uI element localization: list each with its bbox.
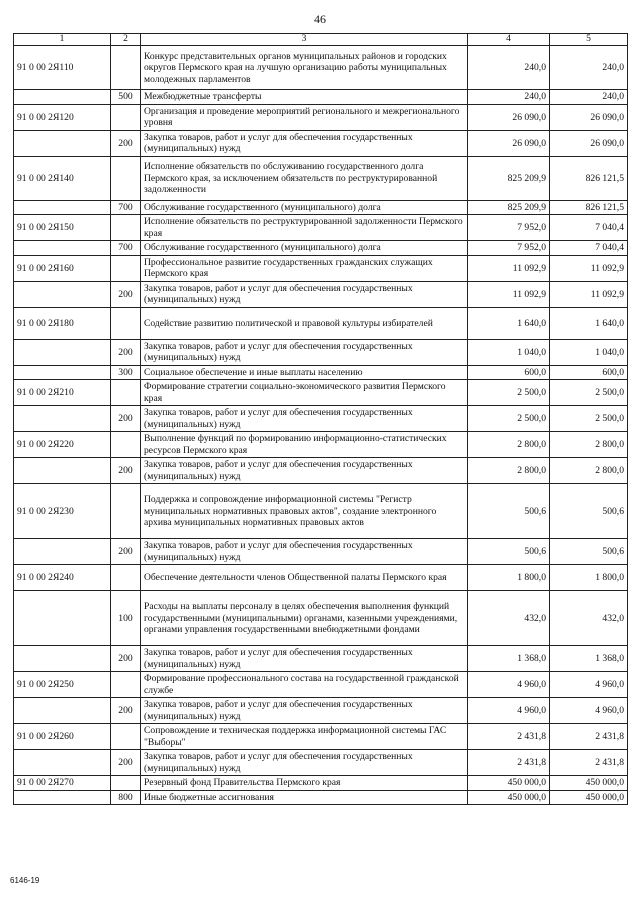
row-description: Закупка товаров, работ и услуг для обеспечения государственных (муниципальных) нужд [141,698,468,724]
table-row [14,365,628,380]
row-description: Межбюджетные трансферты [141,90,468,105]
row-value-year-2: 826 121,5 [550,200,628,215]
row-expense-type [111,672,141,698]
row-value-year-1: 2 431,8 [468,724,550,750]
row-value-year-1: 2 800,0 [468,458,550,484]
row-value-year-2: 2 500,0 [550,406,628,432]
row-value-year-1: 4 960,0 [468,672,550,698]
row-value-year-1: 1 368,0 [468,646,550,672]
row-code: 91 0 00 2Я250 [14,672,111,698]
row-value-year-2: 4 960,0 [550,698,628,724]
column-header-5: 5 [550,34,628,46]
row-code: 91 0 00 2Я180 [14,307,111,339]
row-value-year-2: 1 040,0 [550,339,628,365]
row-value-year-1: 450 000,0 [468,790,550,805]
table-row [14,565,628,591]
row-value-year-2: 600,0 [550,365,628,380]
row-description: Исполнение обязательств по реструктурированной задолженности Пермского края [141,215,468,241]
row-value-year-2: 2 800,0 [550,432,628,458]
row-code [14,90,111,105]
row-value-year-2: 450 000,0 [550,790,628,805]
row-code: 91 0 00 2Я120 [14,104,111,130]
row-value-year-1: 1 640,0 [468,307,550,339]
row-description: Закупка товаров, работ и услуг для обеспечения государственных (муниципальных) нужд [141,339,468,365]
row-description: Формирование профессионального состава на государственной гражданской службе [141,672,468,698]
row-value-year-2: 11 092,9 [550,281,628,307]
table-row [14,406,628,432]
row-value-year-1: 26 090,0 [468,104,550,130]
row-value-year-1: 825 209,9 [468,156,550,200]
table-row [14,646,628,672]
row-expense-type: 700 [111,241,141,256]
row-value-year-1: 2 431,8 [468,750,550,776]
row-value-year-1: 600,0 [468,365,550,380]
row-value-year-2: 1 640,0 [550,307,628,339]
row-code [14,200,111,215]
row-expense-type: 200 [111,458,141,484]
row-expense-type: 200 [111,750,141,776]
table-row [14,130,628,156]
row-value-year-2: 500,6 [550,539,628,565]
table-row [14,750,628,776]
row-value-year-1: 1 040,0 [468,339,550,365]
row-value-year-1: 432,0 [468,591,550,646]
table-row [14,790,628,805]
row-code [14,406,111,432]
row-expense-type [111,484,141,539]
table-row [14,591,628,646]
row-code [14,281,111,307]
row-description: Поддержка и сопровождение информационной системы "Регистр муниципальных нормативных правовых актов", создание электронного архива муниципальных нормативных правовых актов [141,484,468,539]
row-description: Иные бюджетные ассигнования [141,790,468,805]
row-value-year-2: 500,6 [550,484,628,539]
row-value-year-2: 26 090,0 [550,104,628,130]
row-value-year-2: 2 431,8 [550,724,628,750]
header-row [14,34,628,46]
row-code: 91 0 00 2Я240 [14,565,111,591]
row-code [14,698,111,724]
row-description: Закупка товаров, работ и услуг для обеспечения государственных (муниципальных) нужд [141,646,468,672]
table-row [14,200,628,215]
column-header-4: 4 [468,34,550,46]
row-description: Закупка товаров, работ и услуг для обеспечения государственных (муниципальных) нужд [141,406,468,432]
table-row [14,698,628,724]
table-row [14,672,628,698]
row-value-year-2: 4 960,0 [550,672,628,698]
row-value-year-1: 240,0 [468,46,550,90]
table-row [14,776,628,791]
table-row [14,380,628,406]
row-code [14,458,111,484]
table-row [14,339,628,365]
table-row [14,255,628,281]
row-expense-type [111,104,141,130]
row-value-year-1: 2 500,0 [468,380,550,406]
row-expense-type: 100 [111,591,141,646]
row-expense-type [111,380,141,406]
row-value-year-1: 825 209,9 [468,200,550,215]
row-description: Выполнение функций по формированию информационно-статистических ресурсов Пермского края [141,432,468,458]
row-value-year-2: 11 092,9 [550,255,628,281]
row-expense-type: 200 [111,130,141,156]
row-value-year-1: 240,0 [468,90,550,105]
table-row [14,432,628,458]
row-expense-type: 200 [111,698,141,724]
row-value-year-2: 240,0 [550,90,628,105]
row-code: 91 0 00 2Я160 [14,255,111,281]
row-description: Закупка товаров, работ и услуг для обеспечения государственных (муниципальных) нужд [141,458,468,484]
row-description: Расходы на выплаты персоналу в целях обеспечения выполнения функций государственными (муниципальными) органами, казенными учреждениями, органами управления государственными внебюджетными фондами [141,591,468,646]
column-header-2: 2 [111,34,141,46]
row-code: 91 0 00 2Я220 [14,432,111,458]
column-header-3: 3 [141,34,468,46]
row-code [14,130,111,156]
table-row [14,281,628,307]
row-description: Организация и проведение мероприятий регионального и межрегионального уровня [141,104,468,130]
row-description: Резервный фонд Правительства Пермского края [141,776,468,791]
row-value-year-1: 7 952,0 [468,241,550,256]
page-number: 46 [314,12,326,26]
row-value-year-1: 2 500,0 [468,406,550,432]
row-value-year-2: 2 431,8 [550,750,628,776]
row-expense-type [111,255,141,281]
row-value-year-1: 450 000,0 [468,776,550,791]
row-value-year-1: 26 090,0 [468,130,550,156]
table-row [14,539,628,565]
row-code: 91 0 00 2Я260 [14,724,111,750]
document-code: 6146-19 [10,876,40,885]
row-code: 91 0 00 2Я210 [14,380,111,406]
row-expense-type: 200 [111,539,141,565]
row-code [14,241,111,256]
row-code [14,539,111,565]
row-code: 91 0 00 2Я140 [14,156,111,200]
row-expense-type [111,432,141,458]
table-row [14,215,628,241]
row-expense-type: 200 [111,339,141,365]
row-expense-type: 200 [111,406,141,432]
row-description: Сопровождение и техническая поддержка информационной системы ГАС "Выборы" [141,724,468,750]
row-description: Конкурс представительных органов муниципальных районов и городских округов Пермского края на лучшую организацию работы муниципальных молодежных парламентов [141,46,468,90]
row-description: Социальное обеспечение и иные выплаты населению [141,365,468,380]
row-expense-type: 200 [111,646,141,672]
row-code [14,365,111,380]
row-value-year-2: 2 800,0 [550,458,628,484]
table-row [14,724,628,750]
row-description: Исполнение обязательств по обслуживанию государственного долга Пермского края, за исключением обязательств по реструктурированной задолженности [141,156,468,200]
row-expense-type [111,776,141,791]
row-value-year-1: 1 800,0 [468,565,550,591]
table-row [14,156,628,200]
row-description: Содействие развитию политической и правовой культуры избирателей [141,307,468,339]
row-code [14,591,111,646]
row-expense-type [111,307,141,339]
row-expense-type: 800 [111,790,141,805]
table-row [14,484,628,539]
budget-table [13,33,628,805]
table-row [14,307,628,339]
row-description: Формирование стратегии социально-экономического развития Пермского края [141,380,468,406]
row-value-year-2: 26 090,0 [550,130,628,156]
row-code [14,750,111,776]
row-code: 91 0 00 2Я230 [14,484,111,539]
row-expense-type: 200 [111,281,141,307]
row-description: Закупка товаров, работ и услуг для обеспечения государственных (муниципальных) нужд [141,750,468,776]
row-value-year-2: 432,0 [550,591,628,646]
row-code [14,339,111,365]
row-description: Закупка товаров, работ и услуг для обеспечения государственных (муниципальных) нужд [141,539,468,565]
row-expense-type [111,724,141,750]
row-value-year-2: 450 000,0 [550,776,628,791]
row-expense-type [111,46,141,90]
table-row [14,104,628,130]
row-value-year-1: 500,6 [468,484,550,539]
row-value-year-2: 7 040,4 [550,241,628,256]
row-code: 91 0 00 2Я110 [14,46,111,90]
row-value-year-2: 240,0 [550,46,628,90]
table-row [14,458,628,484]
row-value-year-1: 4 960,0 [468,698,550,724]
column-header-1: 1 [14,34,111,46]
table-row [14,241,628,256]
table-row [14,46,628,90]
table-row [14,90,628,105]
row-value-year-1: 2 800,0 [468,432,550,458]
row-description: Закупка товаров, работ и услуг для обеспечения государственных (муниципальных) нужд [141,281,468,307]
row-expense-type: 300 [111,365,141,380]
row-description: Закупка товаров, работ и услуг для обеспечения государственных (муниципальных) нужд [141,130,468,156]
row-value-year-2: 1 800,0 [550,565,628,591]
row-value-year-2: 826 121,5 [550,156,628,200]
row-value-year-2: 1 368,0 [550,646,628,672]
row-code [14,646,111,672]
row-value-year-1: 11 092,9 [468,281,550,307]
row-description: Профессиональное развитие государственных гражданских служащих Пермского края [141,255,468,281]
row-code: 91 0 00 2Я150 [14,215,111,241]
row-code [14,790,111,805]
row-expense-type [111,156,141,200]
row-value-year-2: 7 040,4 [550,215,628,241]
row-expense-type: 700 [111,200,141,215]
row-value-year-2: 2 500,0 [550,380,628,406]
row-code: 91 0 00 2Я270 [14,776,111,791]
row-expense-type [111,215,141,241]
row-value-year-1: 11 092,9 [468,255,550,281]
table-body [14,46,628,805]
row-description: Обеспечение деятельности членов Общественной палаты Пермского края [141,565,468,591]
row-expense-type [111,565,141,591]
row-value-year-1: 500,6 [468,539,550,565]
row-value-year-1: 7 952,0 [468,215,550,241]
row-description: Обслуживание государственного (муниципального) долга [141,241,468,256]
row-expense-type: 500 [111,90,141,105]
row-description: Обслуживание государственного (муниципального) долга [141,200,468,215]
